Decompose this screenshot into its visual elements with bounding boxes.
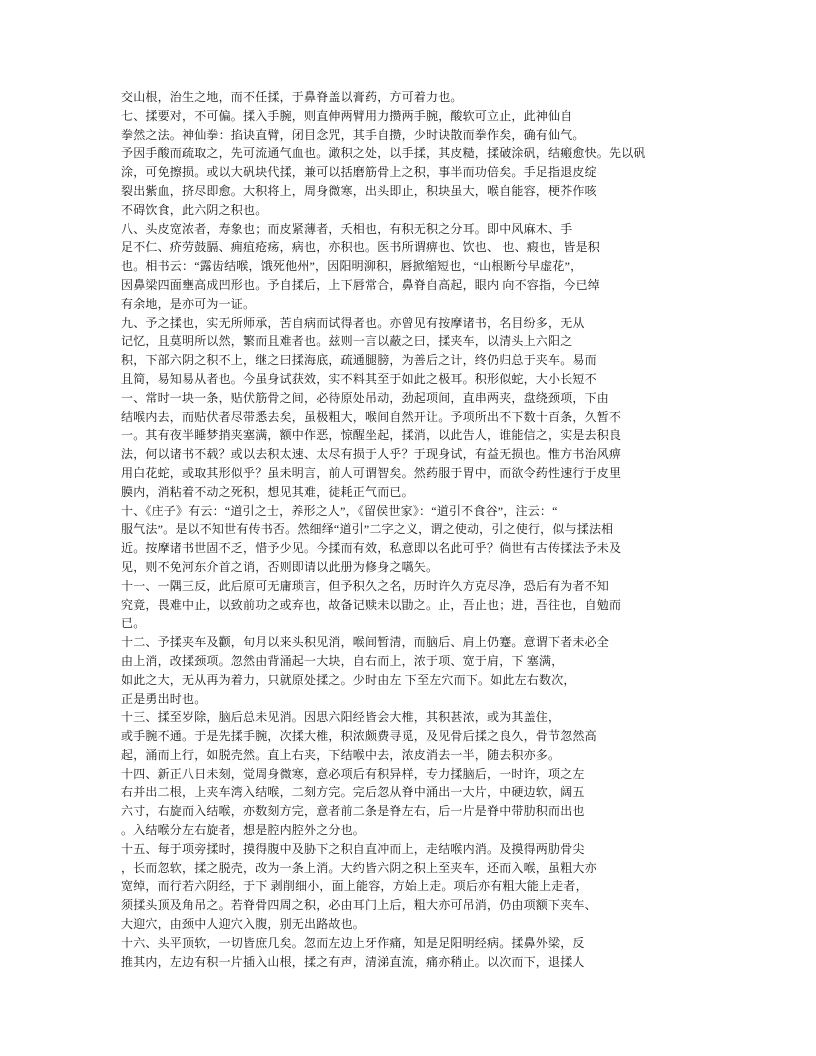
text-line: 八、头皮宽浓者，寿象也；而皮紧薄者，夭相也，有积无积之分耳。即中风麻木、手 [121,221,573,236]
text-line: 起，涌而上行，如脱壳然。直上右夹，下结喉中去，浓皮消去一半，随去积亦多。 [121,747,561,762]
text-line: 究竟，畏难中止，以致前功之或弃也，故备记赎未以勖之。止，吾止也；进，吾往也，自勉而 [121,597,622,612]
text-line: 膜内，消粘着不动之死积，想见其难，徒耗正气而已。 [121,484,414,499]
text-line: 一、常时一块一条，贴伏筋骨之间，必待原处吊动，劲起项间，直串两夹，盘绕颈项，下由 [121,390,610,405]
text-line: ，长而忽软，揉之脱壳，改为一条上消。大约皆六阴之积上至夹车，还而入喉，虽粗大亦 [121,860,597,875]
text-line: 宽绰，而行若六阴经，于下 剥削细小，面上能容，方始上走。项后亦有粗大能上走者， [121,879,588,894]
text-line: 有余地，是亦可为一证。 [121,296,256,311]
text-line: 十四、新正八日未刻，觉周身微寒，意必项后有积异样，专力揉脑后，一时许，项之左 [121,766,585,781]
text-line: 正是勇出时也。 [121,691,207,706]
text-line: 推其内，左边有积一片插入山根，揉之有声，清涕直流，痛亦稍止。以次而下，退揉人 [121,954,585,969]
text-line: 由上消，改揉颈项。忽然由背涌起一大块，自右而上，浓于项、宽于肩，下 塞满， [121,653,564,668]
text-line: 七、揉要对，不可偏。揉入手腕，则直伸两臂用力攒两手腕，酸软可立止，此神仙自 [121,108,573,123]
text-line: 十六、头平顶软，一切皆庶几矣。忽而左边上牙作痛，知是足阳明经病。揉鼻外梁，反 [121,935,585,950]
text-line: 因鼻梁四面壅高成凹形也。予自揉后，上下唇常合，鼻脊自高起，眼内 向不容指，今已绰 [121,277,601,292]
text-line: 十三、揉至岁除，脑后总未见消。因思六阳经皆会大椎，其积甚浓，或为其盖住， [121,710,561,725]
text-line: 须揉头顶及角吊之。若脊骨四周之积，必由耳门上后，粗大亦可吊消，仍由项额下夹车、 [121,898,597,913]
text-line: 十一、一隅三反，此后原可无庸琐言，但予积久之名，历时许久方克尽净，恐后有为者不知 [121,578,610,593]
text-line: 一。其有夜半睡梦捎夹塞满，额中作恶，惊醒坐起，揉消，以此告人，谁能信之，实是去积良 [121,428,622,443]
text-line: 已。 [121,616,146,631]
text-line: 近。按摩诸书世固不乏，惜予少见。今揉而有效，私意即以名此可乎？倘世有古传揉法予未及 [121,541,622,556]
text-line: 十、《庄子》有云：“道引之士，养形之人”，《留侯世家》：“道引不食谷”，注云：“ [121,503,558,518]
text-line: 不碍饮食，此六阴之积也。 [121,202,268,217]
text-line: 用白花蛇，或取其形似乎？虽未明言，前人可谓智矣。然药服于胃中，而欲令药性速行于皮里 [121,465,622,480]
text-line: 且简，易知易从者也。今虽身试获效，实不料其至于如此之极耳。积形似蛇，大小长短不 [121,371,597,386]
text-line: 十五、每于项旁揉时，摸得腹中及胁下之积自直冲而上，走结喉内消。及摸得两肋骨尖 [121,841,585,856]
text-line: 记忆，且莫明所以然，繁而且难者也。兹则一言以蔽之曰，揉夹车，以清头上六阳之 [121,334,573,349]
document-text [121,88,721,971]
text-line: 见，则不免河东介首之诮，否则即请以此册为修身之嚆矢。 [121,559,439,574]
text-line: 。入结喉分左右旋者，想是腔内腔外之分也。 [121,823,366,838]
text-line: 服气法”。是以不知世有传书否。然细绎“道引”二字之义，谓之使动，引之使行，似与揉法相 [121,522,614,537]
text-line: 十二、予揉夹车及颧，旬月以来头积见消，喉间暂清，而脑后、肩上仍蹇。意谓下者未必全 [121,635,610,650]
text-line: 六寸，右旋而入结喉，亦数刻方完，意者前二条是脊左右，后一片是脊中带肋积而出也 [121,804,585,819]
text-line: 右并出二根，上夹车湾入结喉，二刻方完。完后忽从脊中涌出一大片，中硬边软，阔五 [121,785,585,800]
text-line: 九、予之揉也，实无所师承，苦自病而试得者也。亦曾见有按摩诸书，名目纷多，无从 [121,315,585,330]
text-line: 涂，可免擦损。或以大矾块代揉，兼可以括磨筋骨上之积，事半而功倍矣。手足指退皮绽 [121,165,597,180]
text-line: 交山根，治生之地，而不任揉，于鼻脊盖以膏药，方可着力也。 [121,90,463,104]
text-line: 裂出紫血，挤尽即愈。大积将上，周身微寒，出头即止，积块虽大，喉自能容，梗芥作咳 [121,183,597,198]
text-line: 足不仁、疥劳鼓膈、痈疽疮疡，病也，亦积也。医书所谓痹也、饮也、 也、瘕也，皆是积 [121,240,601,255]
text-line: 积，下部六阴之积不上，继之曰揉海底，疏通腿膀，为善后之计，终仍归总于夹车。易而 [121,353,597,368]
text-line: 也。相书云：“露齿结喉，饿死他州”，因阳明泖积，唇掀缩短也，“山根断兮早虚花”， [121,259,583,274]
text-line: 法，何以诸书不载？或以去积太速、太尽有损于人乎？于现身试，有益无损也。惟方书治风痹 [121,447,622,462]
text-line: 予因手酸而疏取之，先可流通气血也。澉积之处，以手揉，其皮糙，揉破涂矾，结瘢愈快。先以矾 [121,146,646,161]
text-line: 如此之大，无从再为着力，只就原处揉之。少时由左 下至左穴而下。如此左右数次， [121,672,576,687]
text-line: 结喉内去，而贴伏者尽带悉去矣，虽极粗大，喉间自然开让。予项所出不下数十百条，久暂不 [121,409,622,424]
text-line: 或手腕不通。于是先揉手腕，次揉大椎，积浓颇费寻觅，及见骨后揉之良久，骨节忽然高 [121,729,597,744]
text-line: 大迎穴，由颈中人迎穴入腹，别无出路故也。 [121,917,366,932]
text-line: 拳然之法。神仙拳：掐诀直臂，闭目念咒，其手自攒，少时诀散而拳作矣，确有仙气。 [121,127,585,142]
